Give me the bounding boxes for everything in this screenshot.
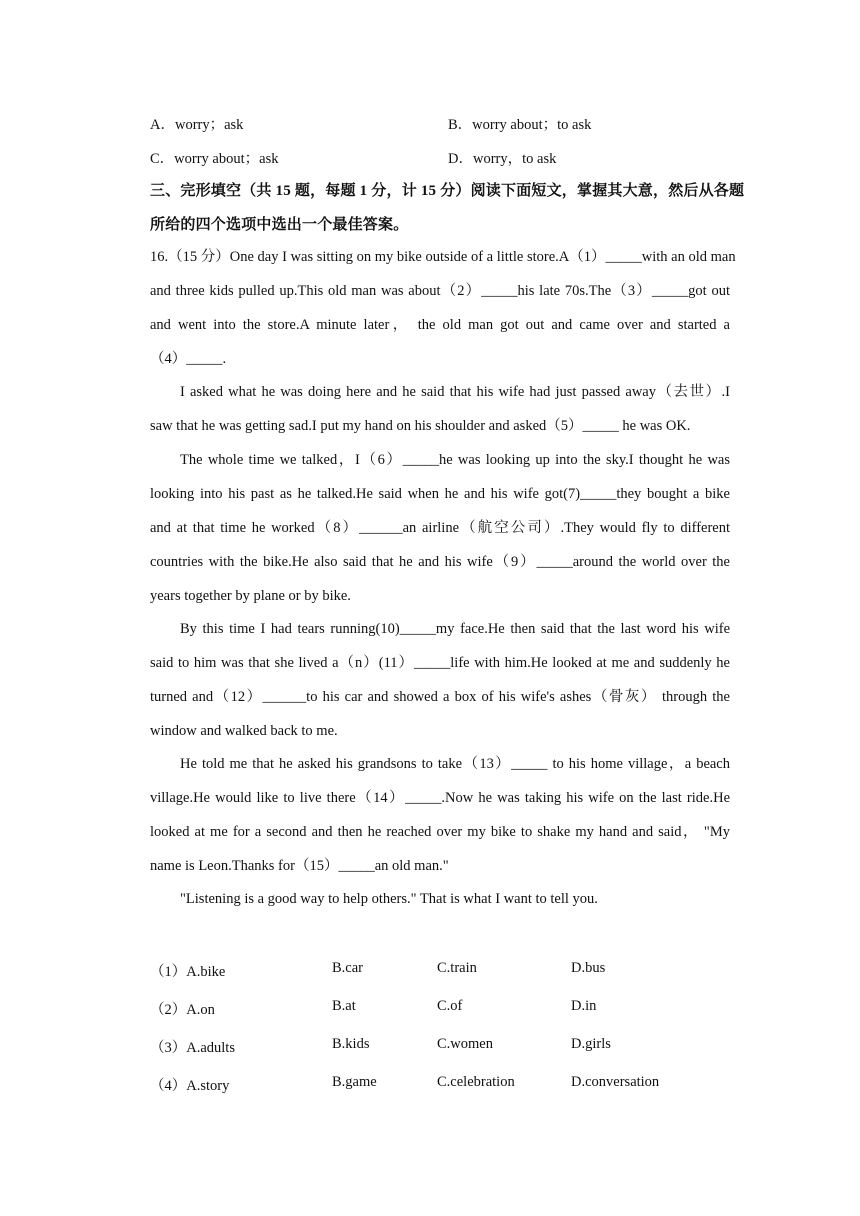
question-option-d: D.girls bbox=[571, 1036, 611, 1052]
prev-options-row-2 bbox=[150, 147, 750, 167]
option-d: D．worry，to ask bbox=[448, 151, 557, 167]
passage-line: village.He would like to live there（14）_____.Now he was taking his wife on the last ride.He bbox=[150, 790, 730, 806]
question-option-b: B.game bbox=[332, 1074, 377, 1090]
question-option-a: （1）A.bike bbox=[150, 964, 226, 980]
question-option-a: （3）A.adults bbox=[150, 1040, 235, 1056]
passage-paragraph-4 bbox=[150, 612, 730, 748]
passage-line: looked at me for a second and then he reached over my bike to shake my hand and said， "My bbox=[150, 824, 730, 840]
passage-line: window and walked back to me. bbox=[150, 723, 338, 739]
passage-line: and went into the store.A minute later， the old man got out and came over and started a bbox=[150, 317, 730, 333]
passage-line: I asked what he was doing here and he said that his wife had just passed away（去世）.I bbox=[180, 384, 730, 400]
passage-line: countries with the bike.He also said that he and his wife（9）_____around the world over the bbox=[150, 554, 730, 570]
question-option-a: （4）A.story bbox=[150, 1078, 230, 1094]
section-heading-line-2: 所给的四个选项中选出一个最佳答案。 bbox=[150, 217, 409, 233]
question-option-c: C.celebration bbox=[437, 1074, 515, 1090]
passage-line: 16.（15 分）One day I was sitting on my bike outside of a little store.A（1）_____with an old man bbox=[150, 249, 736, 265]
question-option-a: （2）A.on bbox=[150, 1002, 215, 1018]
question-option-d: D.in bbox=[571, 998, 597, 1014]
option-b: B．worry about；to ask bbox=[448, 117, 592, 133]
passage-line: The whole time we talked，I（6）_____he was looking up into the sky.I thought he was bbox=[180, 452, 730, 468]
question-option-c: C.train bbox=[437, 960, 477, 976]
question-option-d: D.bus bbox=[571, 960, 606, 976]
passage-line: turned and（12）______to his car and showed a box of his wife's ashes（骨灰） through the bbox=[150, 689, 730, 705]
section-heading-line-1: 三、完形填空（共 15 题，每题 1 分，计 15 分）阅读下面短文，掌握其大意，然后从各题 bbox=[150, 183, 745, 199]
passage-paragraph-5 bbox=[150, 747, 730, 883]
prev-options-row-1 bbox=[150, 113, 750, 133]
passage-paragraph-6 bbox=[150, 882, 730, 916]
question-option-b: B.kids bbox=[332, 1036, 370, 1052]
passage-line: years together by plane or by bike. bbox=[150, 588, 351, 604]
question-option-c: C.women bbox=[437, 1036, 493, 1052]
passage-line: name is Leon.Thanks for（15）_____an old man." bbox=[150, 858, 449, 874]
passage-paragraph-2 bbox=[150, 375, 730, 443]
passage-paragraph-1 bbox=[150, 240, 736, 376]
passage-line: He told me that he asked his grandsons to take（13）_____ to his home village，a beach bbox=[180, 756, 730, 772]
passage-line: By this time I had tears running(10)_____my face.He then said that the last word his wife bbox=[180, 621, 730, 637]
passage-paragraph-3 bbox=[150, 443, 730, 613]
option-c: C．worry about；ask bbox=[150, 151, 279, 167]
passage-line: "Listening is a good way to help others." That is what I want to tell you. bbox=[180, 891, 598, 907]
passage-line: and at that time he worked（8）______an airline（航空公司）.They would fly to different bbox=[150, 520, 730, 536]
question-option-b: B.at bbox=[332, 998, 356, 1014]
passage-line: said to him was that she lived a（n）(11）_____life with him.He looked at me and suddenly he bbox=[150, 655, 730, 671]
question-option-c: C.of bbox=[437, 998, 463, 1014]
question-option-d: D.conversation bbox=[571, 1074, 660, 1090]
passage-line: （4）_____. bbox=[150, 351, 227, 367]
option-a: A．worry；ask bbox=[150, 117, 244, 133]
passage-line: saw that he was getting sad.I put my hand on his shoulder and asked（5）_____ he was OK. bbox=[150, 418, 691, 434]
passage-line: and three kids pulled up.This old man was about（2）_____his late 70s.The（3）_____got out bbox=[150, 283, 730, 299]
passage-line: looking into his past as he talked.He said when he and his wife got(7)_____they bought a bike bbox=[150, 486, 730, 502]
question-option-b: B.car bbox=[332, 960, 363, 976]
